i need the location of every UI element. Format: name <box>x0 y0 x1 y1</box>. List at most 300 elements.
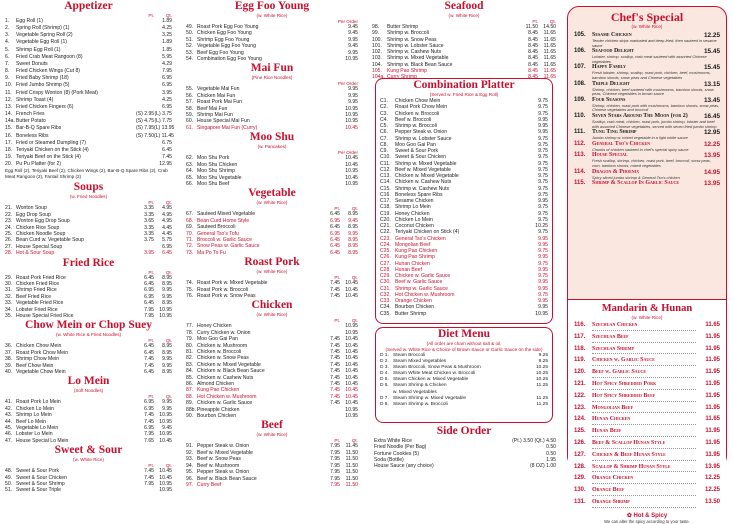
item-code: 51. <box>186 36 194 43</box>
mandarin-item-122 <box>574 392 720 404</box>
menu-item-4 <box>5 39 172 46</box>
item-price-pt: 7.95 <box>330 449 340 456</box>
item-code: C4. <box>380 116 388 123</box>
item-name: Hunan Chicken <box>395 260 430 267</box>
item-price-qt: 10.95 <box>159 312 172 319</box>
item-price: 13.45 <box>704 96 720 104</box>
item-code: 37. <box>5 349 13 356</box>
item-price-qt: 6.45 <box>162 146 172 153</box>
item-price-qt: 5.95 <box>162 53 172 60</box>
item-code: 105. <box>372 68 382 75</box>
item-price-qt: 9.95 <box>162 356 172 363</box>
item-price-pt: 7.45 <box>330 342 340 349</box>
item-price: 13.50 <box>704 498 720 505</box>
item-price: 9.95 <box>348 36 358 43</box>
side-order-block <box>372 425 556 469</box>
item-price-qt: 4.29 <box>162 60 172 67</box>
item-price-pt <box>136 32 154 39</box>
item-price-qt: 11.65 <box>543 30 556 37</box>
item-code: 79. <box>186 336 194 343</box>
item-name: Shrimp Egg Foo Young <box>197 36 250 43</box>
item-name: House Special Mai Fun <box>197 118 250 125</box>
item-price-pt: 6.45 <box>330 224 340 231</box>
item-price-pt: 6.45 <box>330 249 340 256</box>
item-name: Happy Family <box>592 64 626 71</box>
item-code: 60. <box>186 118 194 125</box>
item-name: w. Mixed Vegetables <box>393 389 437 395</box>
item-name: General Tso's Tofu <box>197 230 239 237</box>
item-price-pt: 7.65 <box>144 437 154 444</box>
item-name: Steam Chicken w. Mixed Vegetable <box>393 377 469 383</box>
item-code: C13. <box>380 173 391 179</box>
item-name: Chicken Mai Fun <box>197 92 236 99</box>
item-price-pt: 6.45 <box>330 236 340 243</box>
item-description: Scallop, crab meat, chicken, roast pork, jumbo shrimp, lobster and beef with assorted Chinese vegetables, served with seven fried jumbo shrimp <box>592 118 717 129</box>
menu-item-51 <box>5 487 172 493</box>
item-code: 49. <box>186 24 194 30</box>
item-price: 16.45 <box>704 112 720 120</box>
item-code: 71. <box>186 236 194 243</box>
item-code: 89. <box>186 400 194 407</box>
item-price-qt: 4.45 <box>162 224 172 231</box>
item-name: Roast Pork Mai Fun <box>197 99 243 106</box>
item-code: 119. <box>574 357 586 364</box>
item-name: Extra White Rice <box>374 438 412 444</box>
mandarin-hunan-subtitle: (w. White Rice) <box>631 315 663 320</box>
item-price-qt: 10.45 <box>159 474 172 481</box>
roast-pork-section <box>186 256 358 299</box>
menu-item-8 <box>5 68 172 75</box>
item-name: Orange Chicken <box>395 298 432 304</box>
item-price: 12.95 <box>704 129 720 137</box>
item-code: C22. <box>380 229 391 236</box>
item-price: 9.95 <box>538 198 548 204</box>
combination-platter-subtitle: (Served w. Fried Rice & Egg Roll) <box>429 92 499 97</box>
item-price-qt: 6.95 <box>162 103 172 110</box>
item-price: 12.25 <box>704 140 720 148</box>
item-price: 11.65 <box>705 416 720 423</box>
vegetable-hdr-0: Pt. <box>334 206 340 212</box>
item-name: Shrimp Lo Mein <box>16 412 52 419</box>
mandarin-item-126 <box>574 439 720 451</box>
item-name: Shrimp Lo Mein <box>395 204 431 211</box>
item-price: 9.45 <box>348 30 358 37</box>
item-price: 9.95 <box>538 241 548 248</box>
item-price-qt: 8.95 <box>162 300 172 307</box>
mandarin-item-125 <box>574 427 720 439</box>
item-price: 14.95 <box>704 168 720 176</box>
item-price-pt: 8.45 <box>528 55 538 62</box>
item-code: 81. <box>186 349 194 355</box>
item-price: 9.95 <box>538 279 548 286</box>
item-price-qt: (L) 13.95 <box>154 125 175 132</box>
item-name: Singapore Mai Fun (Curry) <box>197 124 258 131</box>
mandarin-item-130 <box>574 486 720 498</box>
item-name: Roast Pork Fried Rice <box>16 274 66 281</box>
item-code: 32. <box>5 293 13 300</box>
item-code: 50. <box>5 481 13 488</box>
item-code: 72. <box>186 243 194 250</box>
item-price-qt: 4.95 <box>162 218 172 225</box>
item-name: Pepper Steak w. Onion <box>197 443 250 450</box>
item-code: 131. <box>574 498 586 505</box>
seafood-subtitle: (w. White Rice) <box>448 13 480 18</box>
item-price-pt: 7.95 <box>330 443 340 450</box>
item-name: Shrimp Egg Roll (1) <box>16 46 61 53</box>
item-code: 95. <box>186 469 194 476</box>
item-name: Moo Shu Vegetable <box>197 174 242 181</box>
item-price-qt: 11.50 <box>345 462 358 469</box>
item-price: 9.95 <box>538 235 548 242</box>
item-price-qt: 6.75 <box>162 139 172 146</box>
item-name: Roast Pork Chow Mein <box>16 349 69 356</box>
item-code: 123. <box>574 404 586 411</box>
mandarin-item-120 <box>574 368 720 380</box>
item-price-qt: 10.95 <box>159 306 172 313</box>
item-code: 59. <box>186 112 194 119</box>
item-name: Steam Shrimp & Chicken <box>393 383 447 389</box>
item-code: 127. <box>574 451 586 458</box>
item-name: Bar-B-Q Spare Ribs <box>16 125 62 132</box>
vegetable-title: Vegetable <box>248 187 296 200</box>
item-name: Roast Pork w. Broccoli <box>197 286 248 293</box>
item-price: 15.45 <box>704 48 720 56</box>
chef-special-list <box>574 32 720 187</box>
chow-mein-title: Chow Mein or Chop Suey <box>25 319 152 332</box>
item-code: 69. <box>186 224 194 231</box>
diet-menu-title: Diet Menu <box>437 328 491 340</box>
item-code: 84. <box>186 368 194 375</box>
item-code: 20. <box>5 161 13 168</box>
item-price: 9.25 <box>538 359 548 365</box>
item-name: Hot & Sour Soup <box>16 250 55 257</box>
item-code: C5. <box>380 123 388 129</box>
item-name: Chicken w. Mushroom <box>197 342 248 349</box>
item-price: 10.95 <box>345 118 358 125</box>
item-price-qt: 4.25 <box>162 96 172 103</box>
item-price-qt: 11.65 <box>543 42 556 49</box>
item-name: Sweet & Sour Pork <box>16 468 60 475</box>
item-price-pt: 7.45 <box>144 418 154 425</box>
item-code: 15. <box>5 125 13 132</box>
item-code: D 4. <box>380 371 389 377</box>
item-name: Vegetable Fried Rice <box>16 300 64 307</box>
item-code: 8. <box>5 68 10 75</box>
mandarin-item-123 <box>574 404 720 416</box>
item-name: Lobster Lo Mein <box>16 431 53 438</box>
item-price: 11.95 <box>705 380 720 387</box>
item-price-qt: 3.25 <box>162 32 172 39</box>
item-code: 1. <box>5 18 10 24</box>
item-price-pt: 8.45 <box>528 49 538 56</box>
item-code: C3. <box>380 110 388 117</box>
item-code: 48. <box>5 468 13 475</box>
item-code: 25. <box>5 230 13 237</box>
item-price-qt: 11.50 <box>345 449 358 456</box>
item-price-qt: 9.95 <box>348 230 358 237</box>
item-code: C32. <box>380 291 391 298</box>
item-price-pt: (S) 7.50 <box>136 132 155 139</box>
item-name: Sweet & Sour Chicken <box>16 474 67 481</box>
item-code: 33. <box>5 300 13 307</box>
item-price-pt <box>136 161 154 168</box>
item-price-qt: 1.85 <box>162 46 172 53</box>
item-price: 10.95 <box>345 180 358 187</box>
item-price-pt: (S) 2.95 <box>136 111 155 118</box>
menu-item-13 <box>5 104 172 111</box>
item-name: Egg Drop Soup <box>16 211 51 218</box>
item-price: 9.75 <box>538 229 548 236</box>
item-price-qt: 9.45 <box>348 217 358 224</box>
menu-item-c35 <box>380 311 548 317</box>
sweet-sour-section <box>5 444 172 494</box>
item-price-pt: 7.45 <box>330 400 340 407</box>
item-code: 14. <box>5 111 13 118</box>
item-code: C18. <box>380 204 391 211</box>
item-price-pt: 6.45 <box>144 300 154 307</box>
item-name: Wonton Soup <box>16 205 47 212</box>
item-name: Orange Chicken <box>592 474 696 484</box>
item-code: C10. <box>380 154 391 161</box>
item-name: Ma Po To Fu <box>197 249 226 256</box>
item-code: 124. <box>574 416 586 423</box>
item-code: 70. <box>186 230 194 237</box>
item-price: 10.95 <box>345 112 358 119</box>
item-code: 99. <box>372 30 380 37</box>
item-price-qt: 6.95 <box>162 82 172 89</box>
item-price-qt: 11.65 <box>543 61 556 68</box>
item-code: 75. <box>186 286 194 293</box>
item-price-pt: 7.95 <box>330 481 340 488</box>
chow-mein-section <box>5 319 172 375</box>
item-name: Moo Goo Gai Pan <box>197 336 238 343</box>
item-name: Roast Pork Chow Mein <box>395 104 448 111</box>
item-price-pt: 6.95 <box>330 230 340 237</box>
item-name: Roast Pork w. Snow Peas <box>197 292 256 299</box>
item-code: 64. <box>186 168 194 175</box>
item-code: D 1. <box>380 353 389 358</box>
item-price-qt: 10.95 <box>159 487 172 494</box>
item-name: Moo Goo Gai Pan <box>395 141 436 148</box>
item-code: 9. <box>5 75 10 82</box>
chicken-section <box>186 299 358 419</box>
item-code: D 5. <box>380 377 389 383</box>
item-code: C25. <box>380 248 391 254</box>
item-name: Chicken w. Garlic Sauce <box>395 273 451 279</box>
item-price-qt: 1.89 <box>162 18 172 24</box>
item-description: Fresh lobster, shrimp, scallop, roast pork, chicken, beef, mushrooms, bamboo shoots, snow peas and Chinese vegetables <box>592 70 711 80</box>
lo-mein-subtitle: (Soft Noodles) <box>73 388 104 394</box>
item-price: 11.95 <box>705 345 720 352</box>
sweet-sour-subtitle: (w. White Rice) <box>73 457 104 463</box>
item-code: 114. <box>574 168 586 175</box>
item-price-pt: 3.35 <box>144 211 154 218</box>
item-description: Fresh scallop, shrimp, chicken, roast pork, beef, broccoli, snow peas, corn, bamboo shoots, mixed vegetables <box>592 158 711 168</box>
item-name: Lobster Fried Rice <box>16 306 58 313</box>
item-price-pt: 7.45 <box>330 387 340 394</box>
item-name: Orange Beef <box>592 486 696 496</box>
item-price: 9.75 <box>538 185 548 192</box>
item-code: 46. <box>5 431 13 438</box>
item-name: House Sauce (any choice) <box>374 463 434 470</box>
item-price-pt <box>136 75 154 82</box>
item-name: Chicken w. Mixed Vegetable <box>395 173 459 179</box>
diet-menu-section <box>380 328 548 408</box>
item-price-qt: 8.95 <box>162 280 172 287</box>
item-name: Broccoli w. Garlic Sauce <box>197 236 252 243</box>
item-price-pt <box>136 97 154 104</box>
item-price: 10.95 <box>345 105 358 112</box>
item-description: Jumbo shrimp w. mixed vegetable in a light white sauce <box>592 135 688 141</box>
item-price-qt: 10.45 <box>345 374 358 381</box>
menu-item-17 <box>5 140 172 147</box>
item-price-pt: 7.45 <box>330 355 340 362</box>
menu-item-3 <box>5 32 172 39</box>
item-price: 11.95 <box>705 439 720 446</box>
beef-section <box>186 419 358 488</box>
menu-item-12 <box>5 97 172 104</box>
item-price-pt: 3.35 <box>144 205 154 212</box>
item-code: 51. <box>5 487 13 494</box>
chili-icon: ✿ <box>626 512 632 519</box>
item-price-pt: 3.35 <box>144 230 154 237</box>
item-price-pt: 7.95 <box>144 312 154 319</box>
item-name: Chicken Egg Foo Young <box>197 30 252 37</box>
item-price: 9.75 <box>538 104 548 111</box>
item-price: 9.75 <box>538 210 548 217</box>
appetizer-hdr-1: Qt. <box>165 13 172 18</box>
mai-fun-subtitle: (Pine Rice Noodles) <box>251 75 293 81</box>
item-price-qt: 7.45 <box>162 153 172 160</box>
item-code: C2. <box>380 104 388 111</box>
item-name: Steam White Meat Chicken w. Broccoli <box>393 371 476 377</box>
item-price: 10.45 <box>345 174 358 181</box>
item-name: Moo Shu Chicken <box>197 161 238 168</box>
item-price-pt: 7.45 <box>330 368 340 375</box>
item-price-pt: 6.95 <box>144 405 154 412</box>
item-name: Fried Jumbo Shrimp (5) <box>16 82 70 89</box>
item-code: 104a. <box>372 74 385 81</box>
item-name: Shrimp w. Cashew Nuts <box>387 49 442 56</box>
item-code: 126. <box>574 439 586 446</box>
hot-spicy-label: Hot & Spicy <box>633 512 668 519</box>
item-code: C29. <box>380 273 391 279</box>
item-name: Beef w. Mixed Vegetable <box>395 166 451 173</box>
item-name: Fried Chicken Wings (Cut 8) <box>16 68 80 75</box>
item-name: Beef Egg Foo Young <box>197 49 244 56</box>
item-price-pt: 3.95 <box>144 250 154 257</box>
item-code: 11. <box>5 89 12 96</box>
item-code: 38. <box>5 356 13 363</box>
item-name: Szechuan Chicken <box>592 321 696 331</box>
item-name: Soda (Bottle) <box>374 456 404 463</box>
item-price-pt <box>136 154 154 161</box>
item-code: 128. <box>574 463 586 470</box>
item-code: C23. <box>380 235 391 242</box>
item-name: Vegetable Mai Fun <box>197 86 240 93</box>
item-price-qt: 10.45 <box>345 342 358 349</box>
item-name: Chicken w. Garlic Sauce <box>197 400 253 407</box>
menu-item-11 <box>5 90 172 97</box>
item-code: 73. <box>186 249 194 256</box>
item-name: Honey Chicken <box>197 323 232 330</box>
item-price: 9.95 <box>538 129 548 136</box>
item-price-pt <box>136 39 154 46</box>
item-code: C24. <box>380 241 391 248</box>
item-code: C31. <box>380 285 391 292</box>
chicken-title: Chicken <box>251 299 293 312</box>
item-code: 65. <box>186 174 194 181</box>
item-price-qt: (L) 7.75 <box>154 118 172 125</box>
item-price-pt: 7.95 <box>144 306 154 313</box>
item-price-pt <box>136 104 154 111</box>
menu-item-6 <box>5 54 172 61</box>
diet-menu-subtitle: (All order are cham without salt & oil, <box>426 341 502 346</box>
item-name: Butter Shrimp <box>395 310 427 317</box>
soups-hdr-0: Pt. <box>148 200 154 206</box>
egg-foo-young-subtitle: (w. White Rice) <box>256 13 288 18</box>
item-code: C28. <box>380 266 391 273</box>
item-name: Hot Spicy Shredded Pork <box>592 380 696 390</box>
item-price: 9.95 <box>348 86 358 93</box>
item-name: Butter Potato <box>16 118 46 125</box>
mandarin-item-117 <box>574 333 720 345</box>
item-code: 77. <box>186 323 194 330</box>
item-name: Sauteed Broccoli <box>197 224 236 231</box>
item-name: Chicken Chow Mein <box>16 343 62 350</box>
item-code: 54. <box>186 56 194 63</box>
item-price: 11.95 <box>705 404 720 411</box>
item-price: 9.95 <box>538 298 548 304</box>
item-price-qt: 10.45 <box>345 349 358 355</box>
item-price-pt <box>136 90 154 97</box>
roast-pork-title: Roast Pork <box>244 256 300 269</box>
item-price-qt: 7.95 <box>162 68 172 75</box>
chicken-subtitle: (w. White Rice) <box>256 312 288 318</box>
item-code: 78. <box>186 329 194 336</box>
chow-mein-hdr-1: Qt. <box>165 338 172 344</box>
item-price: 9.75 <box>538 204 548 211</box>
item-price-pt: 6.95 <box>144 399 154 406</box>
item-code: 105. <box>574 32 586 38</box>
item-price-pt: 7.45 <box>330 292 340 299</box>
menu-item-15 <box>5 125 175 132</box>
item-name: Combination Egg Foo Young <box>197 56 262 63</box>
item-code: 125. <box>574 428 586 435</box>
item-price: 9.95 <box>348 49 358 56</box>
item-price-qt: (L) 3.75 <box>154 111 172 118</box>
item-code: C27. <box>380 260 391 267</box>
item-price: 9.95 <box>538 254 548 261</box>
menu-item-97 <box>186 482 358 488</box>
item-price-qt: 8.95 <box>348 249 358 256</box>
item-code: 45. <box>5 425 13 432</box>
item-code: 18. <box>5 146 13 153</box>
item-code: 115. <box>574 180 586 187</box>
item-name: Beef w. Broccoli <box>395 116 432 123</box>
egg-foo-young-title: Egg Foo Young <box>234 0 310 12</box>
item-price: 9.95 <box>538 123 548 129</box>
item-name: Beef Mai Fun <box>197 105 228 112</box>
item-name: Mongolian Beef <box>592 404 696 414</box>
item-price-pt: 7.95 <box>144 431 154 438</box>
item-name: House Special Fried Rice <box>16 312 74 319</box>
item-code: 26. <box>5 237 13 244</box>
roast-pork-hdr-0: Pt. <box>334 275 340 281</box>
item-code: 111. <box>574 129 586 136</box>
mandarin-item-124 <box>574 415 720 427</box>
item-price-pt: 7.45 <box>330 374 340 381</box>
